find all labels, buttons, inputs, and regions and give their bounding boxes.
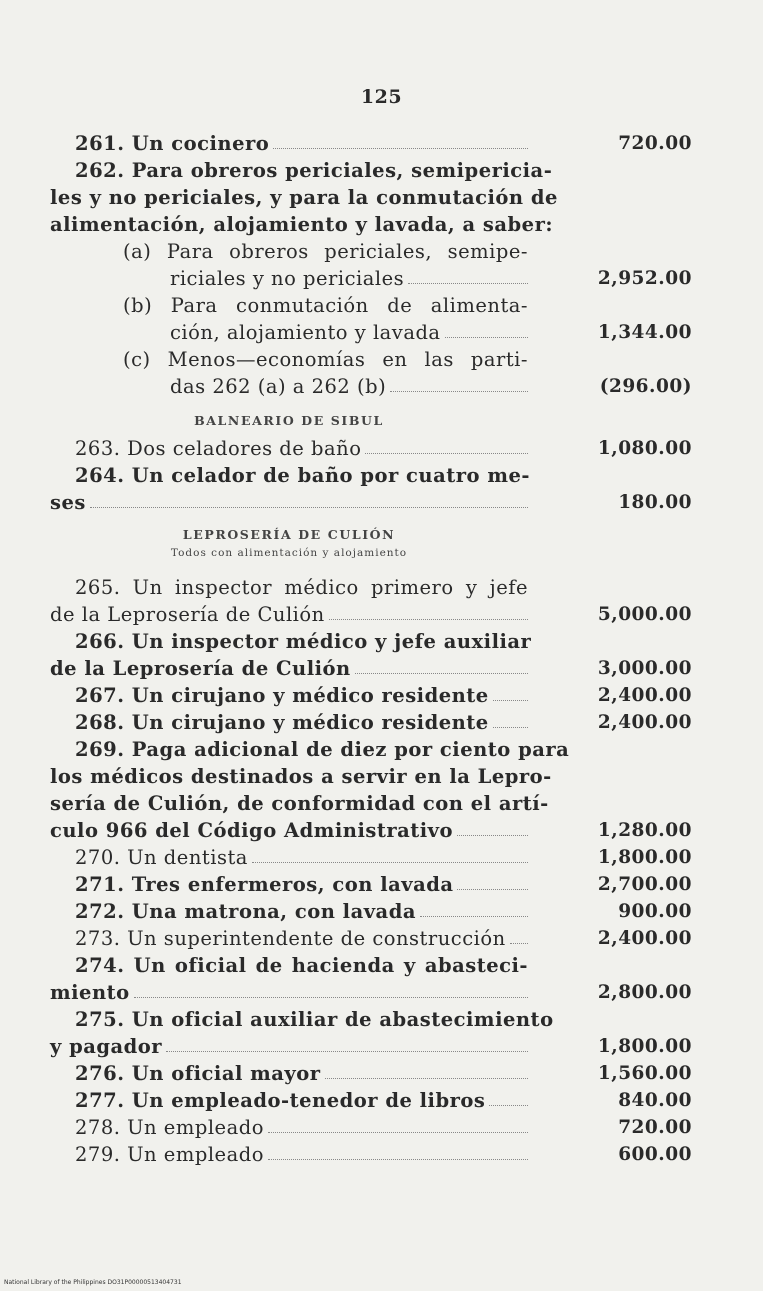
entry-text-span: 272. Una matrona, con lavada xyxy=(75,900,416,923)
entry-line-278 xyxy=(50,1114,700,1141)
entry-text xyxy=(75,898,528,925)
entry-text xyxy=(75,925,528,952)
entry-line-262c xyxy=(50,346,700,373)
entry-amount: 1,280.00 xyxy=(597,820,692,841)
leader-dots xyxy=(493,682,528,701)
entry-text-span: 265. Un inspector médico primero y jefe xyxy=(75,576,528,599)
entry-amount: 720.00 xyxy=(618,1117,692,1138)
entry-amount: 1,344.00 xyxy=(597,322,692,343)
entry-text xyxy=(75,1114,528,1141)
entry-text-span: y pagador xyxy=(50,1035,163,1058)
entry-text xyxy=(75,1141,528,1168)
entry-line-262 xyxy=(50,211,700,238)
entry-line-262 xyxy=(50,184,700,211)
leader-dots xyxy=(273,130,528,149)
entry-text-span: 274. Un oficial de hacienda y abasteci- xyxy=(75,954,528,977)
entry-text xyxy=(75,682,528,709)
entry-line-264 xyxy=(50,489,700,516)
entry-amount: 1,800.00 xyxy=(597,847,692,868)
entry-text-span: de la Leprosería de Culión xyxy=(50,657,351,680)
leader-dots xyxy=(166,1033,528,1052)
entry-amount: 2,952.00 xyxy=(597,268,692,289)
entry-text xyxy=(75,157,553,184)
entry-text xyxy=(75,435,528,462)
entry-text-span: (b) Para conmutación de alimenta- xyxy=(123,294,528,317)
entry-line-271 xyxy=(50,871,700,898)
entry-text-span: ses xyxy=(50,491,86,514)
entry-text xyxy=(170,265,528,292)
entry-text xyxy=(75,952,528,979)
entry-line-265 xyxy=(50,574,700,601)
entry-line-265 xyxy=(50,601,700,628)
entry-text xyxy=(75,1060,528,1087)
entry-line-272 xyxy=(50,898,700,925)
leader-dots xyxy=(268,1141,528,1160)
entry-line-270 xyxy=(50,844,700,871)
entry-text xyxy=(50,979,528,1006)
section-note-culion: Todos con alimentación y alojamiento xyxy=(170,547,408,559)
leader-dots xyxy=(489,1087,528,1106)
entry-text xyxy=(170,319,528,346)
entry-text xyxy=(75,628,532,655)
entry-line-274 xyxy=(50,979,700,1006)
entry-text xyxy=(50,489,528,516)
entry-line-277 xyxy=(50,1087,700,1114)
entry-amount: 2,700.00 xyxy=(597,874,692,895)
entry-line-274 xyxy=(50,952,700,979)
leader-dots xyxy=(420,898,528,917)
library-footer: National Library of the Philippines DO31P00000513404731 xyxy=(4,1279,182,1286)
entry-line-269 xyxy=(50,763,700,790)
entry-text-span: riciales y no periciales xyxy=(170,267,405,290)
entry-amount: 180.00 xyxy=(618,492,692,513)
entry-amount: 3,000.00 xyxy=(597,658,692,679)
entry-text-span: 273. Un superintendente de construcción xyxy=(75,927,506,950)
entry-line-261 xyxy=(50,130,700,157)
entry-text xyxy=(50,763,552,790)
entry-text-span: (c) Menos—economías en las parti- xyxy=(123,348,528,371)
entry-line-262 xyxy=(50,157,700,184)
leader-dots xyxy=(268,1114,528,1133)
entry-text-span: ción, alojamiento y lavada xyxy=(170,321,441,344)
entry-text xyxy=(75,574,528,601)
leader-dots xyxy=(90,489,528,508)
entry-text-span: (a) Para obreros periciales, semipe- xyxy=(123,240,528,263)
leader-dots xyxy=(365,435,528,454)
entry-line-267 xyxy=(50,682,700,709)
entry-text-span: 269. Paga adicional de diez por ciento para xyxy=(75,738,570,761)
entry-text xyxy=(75,709,528,736)
section-heading-sibul: BALNEARIO DE SIBUL xyxy=(194,413,384,428)
entry-line-262b xyxy=(50,319,700,346)
entry-line-273 xyxy=(50,925,700,952)
leader-dots xyxy=(457,871,528,890)
entry-text-span: 266. Un inspector médico y jefe auxiliar xyxy=(75,630,532,653)
entry-line-269 xyxy=(50,736,700,763)
entry-line-275 xyxy=(50,1033,700,1060)
entry-amount: (296.00) xyxy=(599,376,692,397)
entry-text-span: 277. Un empleado-tenedor de libros xyxy=(75,1089,486,1112)
leader-dots xyxy=(134,979,528,998)
entry-amount: 600.00 xyxy=(618,1144,692,1165)
entry-text-span: sería de Culión, de conformidad con el artí- xyxy=(50,792,549,815)
entry-line-266 xyxy=(50,628,700,655)
entry-amount: 1,800.00 xyxy=(597,1036,692,1057)
entry-text xyxy=(50,1033,528,1060)
entry-line-262a xyxy=(50,265,700,292)
entry-amount: 1,080.00 xyxy=(597,438,692,459)
entry-text-span: les y no periciales, y para la conmutación de xyxy=(50,186,558,209)
entry-text-span: los médicos destinados a servir en la Lepro- xyxy=(50,765,552,788)
entry-line-276 xyxy=(50,1060,700,1087)
entry-text-span: 276. Un oficial mayor xyxy=(75,1062,321,1085)
entry-text-span: 268. Un cirujano y médico residente xyxy=(75,711,489,734)
entry-text-span: de la Leprosería de Culión xyxy=(50,603,325,626)
entry-text xyxy=(50,601,528,628)
entry-text xyxy=(50,790,549,817)
entry-text-span: culo 966 del Código Administrativo xyxy=(50,819,454,842)
entry-text xyxy=(75,844,528,871)
entry-text xyxy=(50,184,558,211)
leader-dots xyxy=(457,817,528,836)
entry-text-span: miento xyxy=(50,981,130,1004)
leader-dots xyxy=(510,925,528,944)
leader-dots xyxy=(355,655,528,674)
entry-text xyxy=(75,871,528,898)
entry-amount: 5,000.00 xyxy=(597,604,692,625)
entry-line-268 xyxy=(50,709,700,736)
leader-dots xyxy=(329,601,528,620)
entry-line-266 xyxy=(50,655,700,682)
leader-dots xyxy=(408,265,528,284)
entry-line-262c xyxy=(50,373,700,400)
entry-text xyxy=(50,655,528,682)
leader-dots xyxy=(445,319,528,338)
entry-amount: 2,400.00 xyxy=(597,928,692,949)
leader-dots xyxy=(325,1060,528,1079)
entry-text xyxy=(75,1087,528,1114)
entry-line-262a xyxy=(50,238,700,265)
entry-line-269 xyxy=(50,790,700,817)
entry-amount: 2,400.00 xyxy=(597,685,692,706)
entry-line-263 xyxy=(50,435,700,462)
entry-amount: 2,400.00 xyxy=(597,712,692,733)
entry-text-span: 262. Para obreros periciales, semipericia- xyxy=(75,159,553,182)
entry-amount: 2,800.00 xyxy=(597,982,692,1003)
entry-text xyxy=(123,292,528,319)
page-number: 125 xyxy=(360,86,403,108)
entry-line-264 xyxy=(50,462,700,489)
leader-dots xyxy=(390,373,528,392)
entry-line-279 xyxy=(50,1141,700,1168)
entry-text xyxy=(123,238,528,265)
entry-text-span: 264. Un celador de baño por cuatro me- xyxy=(75,464,530,487)
entry-text-span: 275. Un oficial auxiliar de abastecimiento xyxy=(75,1008,554,1031)
entry-text xyxy=(50,211,554,238)
section-heading-culion: LEPROSERÍA DE CULIÓN xyxy=(182,527,396,542)
entry-text-span: 263. Dos celadores de baño xyxy=(75,437,362,460)
entry-amount: 1,560.00 xyxy=(597,1063,692,1084)
entry-text xyxy=(75,1006,554,1033)
entry-line-262b xyxy=(50,292,700,319)
entry-line-275 xyxy=(50,1006,700,1033)
entry-amount: 900.00 xyxy=(618,901,692,922)
entry-text xyxy=(123,346,528,373)
entry-text-span: 278. Un empleado xyxy=(75,1116,264,1139)
leader-dots xyxy=(493,709,528,728)
entry-text xyxy=(50,817,528,844)
entry-text-span: das 262 (a) a 262 (b) xyxy=(170,375,387,398)
entry-text-span: 267. Un cirujano y médico residente xyxy=(75,684,489,707)
entry-text xyxy=(170,373,528,400)
leader-dots xyxy=(252,844,528,863)
entry-text-span: 270. Un dentista xyxy=(75,846,248,869)
entry-text xyxy=(75,736,570,763)
entry-amount: 720.00 xyxy=(618,133,692,154)
entry-text xyxy=(75,130,528,157)
entry-text-span: 279. Un empleado xyxy=(75,1143,264,1166)
entry-amount: 840.00 xyxy=(618,1090,692,1111)
entry-line-269 xyxy=(50,817,700,844)
entry-text-span: 261. Un cocinero xyxy=(75,132,270,155)
entry-text-span: alimentación, alojamiento y lavada, a saber: xyxy=(50,213,554,236)
entry-text xyxy=(75,462,528,489)
entry-text-span: 271. Tres enfermeros, con lavada xyxy=(75,873,454,896)
